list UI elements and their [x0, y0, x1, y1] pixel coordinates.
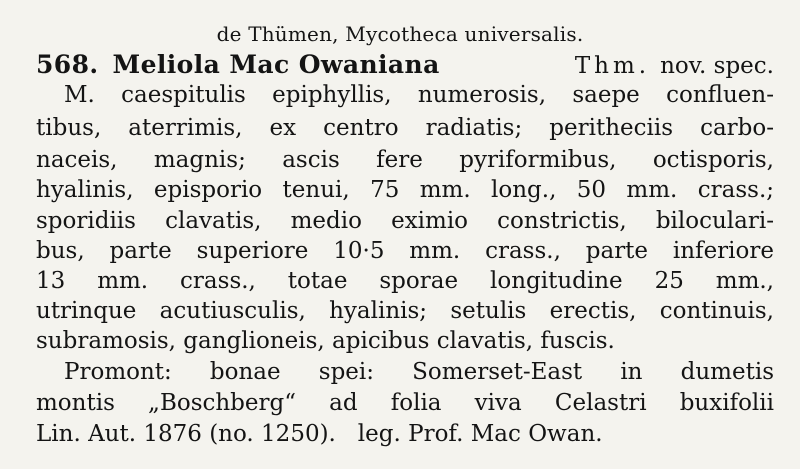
entry-title-left — [36, 50, 440, 79]
locality-line: montis „Boschberg“ ad folia viva Celastri buxifolii — [36, 390, 774, 416]
nomenclatural-status: nov. spec. — [660, 53, 774, 79]
description-line: utrinque acutiusculis, hyalinis; setulis erectis, continuis, — [36, 298, 774, 324]
description-line: bus, parte superiore 10·5 mm. crass., parte inferiore — [36, 238, 774, 264]
description-line: M. caespitulis epiphyllis, numerosis, saepe confluen- — [64, 82, 774, 108]
description-line: sporidiis clavatis, medio eximio constrictis, biloculari- — [36, 208, 774, 234]
description-line: naceis, magnis; ascis fere pyriformibus, octisporis, — [36, 147, 774, 173]
description-line: hyalinis, episporio tenui, 75 mm. long., 50 mm. crass.; — [36, 177, 774, 203]
author-abbreviation: Thm. — [574, 53, 651, 79]
description-line: subramosis, ganglioneis, apicibus clavatis, fuscis. — [36, 328, 615, 354]
locality-line: Lin. Aut. 1876 (no. 1250). leg. Prof. Mac Owan. — [36, 421, 603, 447]
description-line: tibus, aterrimis, ex centro radiatis; peritheciis carbo- — [36, 115, 774, 141]
running-header: de Thümen, Mycotheca universalis. — [216, 22, 584, 46]
description-line: 13 mm. crass., totae sporae longitudine 25 mm., — [36, 268, 774, 294]
species-name: Meliola Mac Owaniana — [112, 50, 440, 79]
entry-title-right — [575, 53, 774, 79]
entry-number: 568. — [36, 50, 99, 79]
locality-line: Promont: bonae spei: Somerset-East in dumetis — [64, 359, 774, 385]
entry-title — [36, 50, 774, 79]
